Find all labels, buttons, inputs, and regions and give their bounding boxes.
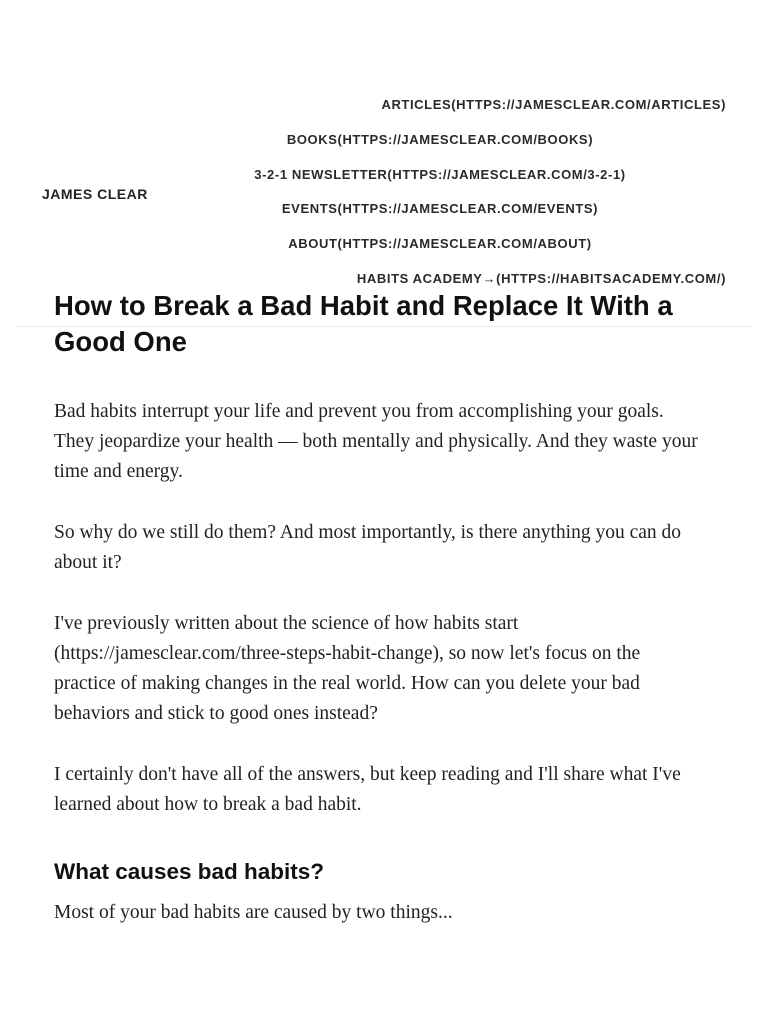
nav-link-habits-academy[interactable]: HABITS ACADEMY→(HTTPS://HABITSACADEMY.COM/) — [356, 270, 726, 286]
section-heading: What causes bad habits? — [54, 859, 325, 884]
nav-link-events[interactable]: EVENTS(HTTPS://JAMESCLEAR.COM/EVENTS) — [281, 201, 599, 217]
nav-link-about[interactable]: ABOUT(HTTPS://JAMESCLEAR.COM/ABOUT) — [288, 236, 592, 252]
nav-link-books[interactable]: BOOKS(HTTPS://JAMESCLEAR.COM/BOOKS) — [286, 131, 594, 147]
article — [54, 288, 754, 959]
site-logo-link[interactable]: JAMES CLEAR — [42, 186, 148, 202]
site-header — [0, 0, 768, 330]
nav-link-articles[interactable]: ARTICLES(HTTPS://JAMESCLEAR.COM/ARTICLES) — [381, 97, 726, 112]
article-title: How to Break a Bad Habit and Replace It With a Good One — [54, 290, 673, 357]
main-nav — [154, 88, 726, 297]
nav-link-newsletter[interactable]: 3-2-1 NEWSLETTER(HTTPS://JAMESCLEAR.COM/3-2-1) — [254, 166, 626, 182]
article-paragraph: Most of your bad habits are caused by two things... — [54, 902, 453, 923]
article-paragraph: Bad habits interrupt your life and prevent you from accomplishing your goals. They jeopardize your health — both mentally and physically. And they waste your time and energy. — [54, 401, 698, 482]
article-paragraph: I've previously written about the science of how habits start (https://jamesclear.com/three-steps-habit-change), so now let's focus on the practice of making changes in the real world. How can you delete your bad behaviors and stick to good ones instead? — [54, 613, 641, 724]
article-paragraph: I certainly don't have all of the answers, but keep reading and I'll share what I've learned about how to break a bad habit. — [54, 764, 681, 815]
article-paragraph: So why do we still do them? And most importantly, is there anything you can do about it? — [54, 522, 681, 573]
